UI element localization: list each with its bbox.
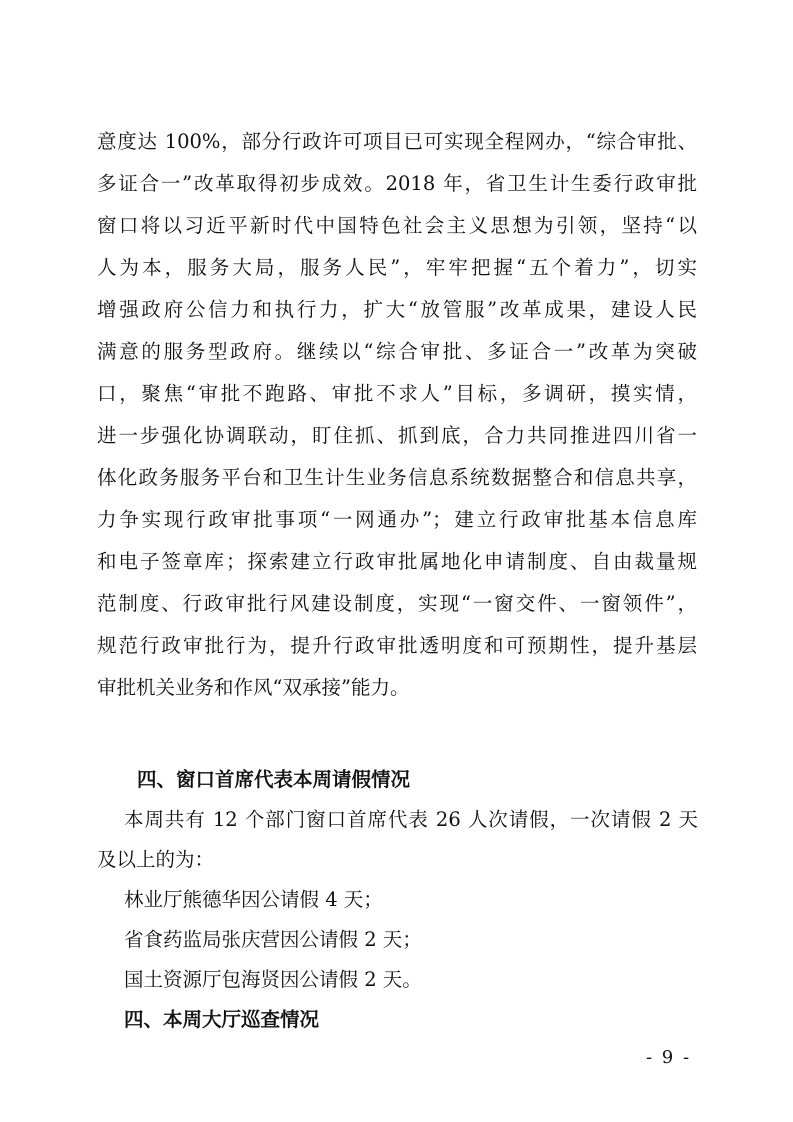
- paragraph-line: 满意的服务型政府。继续以“综合审批、多证合一”改革为突破: [97, 340, 697, 363]
- paragraph-line: 和电子签章库；探索建立行政审批属地化申请制度、自由裁量规: [97, 550, 697, 573]
- paragraph-line: 范制度、行政审批行风建设制度，实现“一窗交件、一窗领件”，: [97, 592, 697, 615]
- page-number: - 9 -: [646, 1047, 692, 1068]
- paragraph-line: 体化政务服务平台和卫生计生业务信息系统数据整合和信息共享，: [97, 466, 697, 489]
- paragraph-line: 多证合一”改革取得初步成效。2018 年，省卫生计生委行政审批: [97, 172, 697, 195]
- section-heading-leave: 四、窗口首席代表本周请假情况: [137, 768, 411, 791]
- paragraph-line: 窗口将以习近平新时代中国特色社会主义思想为引领，坚持“以: [97, 214, 697, 237]
- paragraph-line: 增强政府公信力和执行力，扩大“放管服”改革成果，建设人民: [97, 298, 697, 321]
- paragraph-line: 人为本，服务大局，服务人民”，牢牢把握“五个着力”，切实: [97, 256, 697, 279]
- list-item: 国土资源厅包海贤因公请假 2 天。: [124, 968, 422, 991]
- list-item: 省食药监局张庆营因公请假 2 天；: [124, 928, 422, 951]
- list-item: 林业厅熊德华因公请假 4 天；: [124, 888, 383, 911]
- paragraph-line: 进一步强化协调联动，盯住抓、抓到底，合力共同推进四川省一: [97, 424, 697, 447]
- paragraph-line: 力争实现行政审批事项“一网通办”；建立行政审批基本信息库: [97, 508, 697, 531]
- paragraph-line: 意度达 100%，部分行政许可项目已可实现全程网办，“综合审批、: [97, 130, 697, 153]
- paragraph-line: 口，聚焦“审批不跑路、审批不求人”目标，多调研，摸实情，: [97, 382, 697, 405]
- paragraph-line: 规范行政审批行为，提升行政审批透明度和可预期性，提升基层: [97, 634, 697, 657]
- paragraph-line: 审批机关业务和作风“双承接”能力。: [97, 676, 410, 699]
- section-heading-inspection: 四、本周大厅巡查情况: [124, 1008, 320, 1031]
- leave-summary-line: 本周共有 12 个部门窗口首席代表 26 人次请假，一次请假 2 天: [124, 808, 698, 831]
- leave-summary-line: 及以上的为：: [97, 848, 215, 871]
